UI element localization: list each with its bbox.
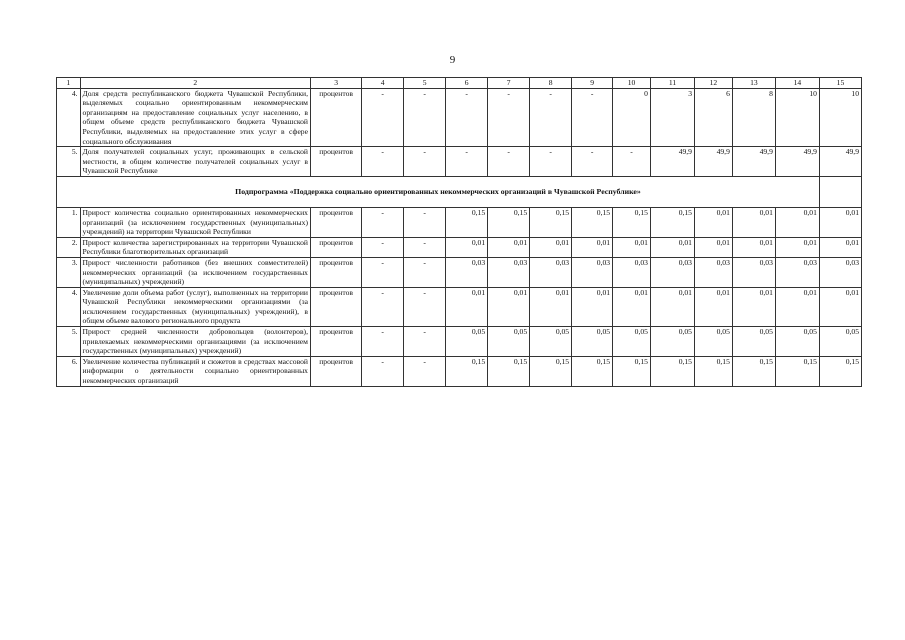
unit-of-measure: процентов <box>310 257 361 287</box>
indicator-value: - <box>404 287 446 326</box>
indicator-value: 0,05 <box>650 327 694 357</box>
indicator-value: 0,01 <box>530 287 572 326</box>
indicator-value: 0,01 <box>650 287 694 326</box>
indicator-value: - <box>530 147 572 177</box>
indicator-value: 0,15 <box>446 356 488 386</box>
indicator-value: 0,15 <box>530 207 572 237</box>
indicator-value: - <box>488 88 530 147</box>
unit-of-measure: процентов <box>310 88 361 147</box>
indicator-value: 0,01 <box>732 237 775 257</box>
indicator-value: 0,01 <box>613 287 651 326</box>
indicator-value: - <box>404 237 446 257</box>
subprogram-blank-cell <box>819 176 861 207</box>
indicator-value: 0,05 <box>530 327 572 357</box>
row-number: 5. <box>57 147 81 177</box>
indicator-value: 0,01 <box>613 237 651 257</box>
indicator-value: - <box>488 147 530 177</box>
indicator-value: - <box>362 147 404 177</box>
indicator-value: - <box>446 88 488 147</box>
row-number: 6. <box>57 356 81 386</box>
column-number: 10 <box>613 78 651 89</box>
indicator-value: 0,15 <box>650 356 694 386</box>
column-number: 8 <box>530 78 572 89</box>
indicator-value: - <box>404 327 446 357</box>
indicator-value: 0,01 <box>694 287 732 326</box>
column-number: 7 <box>488 78 530 89</box>
indicator-value: 0,15 <box>613 356 651 386</box>
column-number: 2 <box>80 78 310 89</box>
row-number: 1. <box>57 207 81 237</box>
indicator-value: - <box>572 147 613 177</box>
column-number: 1 <box>57 78 81 89</box>
indicator-row <box>57 287 862 326</box>
indicator-description: Прирост численности работников (без внешних совместителей) некоммерческих организаций (за исключением государственных (муниципальных) учреждений) <box>80 257 310 287</box>
row-number: 4. <box>57 88 81 147</box>
indicator-value: - <box>362 257 404 287</box>
indicator-value: 0,15 <box>732 356 775 386</box>
indicator-value: 0,03 <box>613 257 651 287</box>
indicator-value: 49,9 <box>819 147 861 177</box>
indicator-value: 8 <box>732 88 775 147</box>
indicator-value: 0,01 <box>732 287 775 326</box>
column-number: 4 <box>362 78 404 89</box>
indicator-value: 0,15 <box>488 356 530 386</box>
indicator-value: 6 <box>694 88 732 147</box>
indicator-value: - <box>362 356 404 386</box>
indicator-value: - <box>362 327 404 357</box>
indicator-value: - <box>362 88 404 147</box>
indicator-value: - <box>362 287 404 326</box>
indicator-value: - <box>404 207 446 237</box>
indicator-value: - <box>362 207 404 237</box>
indicator-row <box>57 147 862 177</box>
indicator-row <box>57 327 862 357</box>
indicator-row <box>57 88 862 147</box>
indicator-value: 0,01 <box>732 207 775 237</box>
column-number: 13 <box>732 78 775 89</box>
indicator-value: - <box>404 257 446 287</box>
subprogram-row <box>57 176 862 207</box>
indicator-value: 0,03 <box>732 257 775 287</box>
indicator-value: 0,03 <box>530 257 572 287</box>
unit-of-measure: процентов <box>310 327 361 357</box>
indicator-value: 0,15 <box>572 207 613 237</box>
unit-of-measure: процентов <box>310 356 361 386</box>
column-number: 14 <box>775 78 819 89</box>
indicator-value: 0,03 <box>694 257 732 287</box>
indicator-value: 0,15 <box>572 356 613 386</box>
column-number: 15 <box>819 78 861 89</box>
indicator-row <box>57 207 862 237</box>
indicator-value: 10 <box>819 88 861 147</box>
indicator-value: - <box>404 88 446 147</box>
indicator-description: Доля средств республиканского бюджета Чувашской Республики, выделяемых социально ориентированным некоммерческим организациям на предоставление социальных услуг населению, в общем объеме средств республиканского бюджета Чувашской Республики, выделяемых на предоставление этих услуг в сфере социального обслуживания <box>80 88 310 147</box>
column-number: 9 <box>572 78 613 89</box>
indicator-description: Прирост средней численности добровольцев (волонтеров), привлекаемых некоммерческими организациями (за исключением государственных (муниципальных) учреждений) <box>80 327 310 357</box>
indicator-row <box>57 257 862 287</box>
indicator-description: Увеличение доли объема работ (услуг), выполненных на территории Чувашской Республики некоммерческими организациями (за исключением государственных (муниципальных) учреждений), в общем объеме валового регионального продукта <box>80 287 310 326</box>
indicator-value: 0,01 <box>694 207 732 237</box>
indicator-value: 0,05 <box>775 327 819 357</box>
indicator-value: 0,01 <box>775 207 819 237</box>
indicator-value: 49,9 <box>775 147 819 177</box>
column-number: 12 <box>694 78 732 89</box>
unit-of-measure: процентов <box>310 237 361 257</box>
indicator-value: 0,01 <box>819 287 861 326</box>
indicator-value: 0,05 <box>572 327 613 357</box>
indicator-description: Прирост количества социально ориентированных некоммерческих организаций (за исключением государственных (муниципальных) учреждений) на территории Чувашской Республики <box>80 207 310 237</box>
indicator-value: 0,15 <box>446 207 488 237</box>
indicator-value: 0,15 <box>530 356 572 386</box>
indicator-value: 10 <box>775 88 819 147</box>
indicator-value: 49,9 <box>650 147 694 177</box>
indicator-value: 0,05 <box>694 327 732 357</box>
indicator-value: - <box>404 356 446 386</box>
indicator-value: - <box>572 88 613 147</box>
indicator-value: 0,15 <box>650 207 694 237</box>
indicator-value: 0,03 <box>488 257 530 287</box>
column-number: 3 <box>310 78 361 89</box>
indicator-value: 0,01 <box>775 287 819 326</box>
indicator-value: 3 <box>650 88 694 147</box>
indicator-value: 0,05 <box>446 327 488 357</box>
page-number: 9 <box>449 54 456 66</box>
indicator-value: - <box>446 147 488 177</box>
unit-of-measure: процентов <box>310 287 361 326</box>
indicator-value: 0,15 <box>819 356 861 386</box>
indicator-value: 0,01 <box>819 207 861 237</box>
indicator-value: 0,15 <box>775 356 819 386</box>
indicator-value: 0,03 <box>819 257 861 287</box>
indicator-value: 0,03 <box>775 257 819 287</box>
column-number: 5 <box>404 78 446 89</box>
subprogram-title: Подпрограмма «Поддержка социально ориентированных некоммерческих организаций в Чувашской Республике» <box>57 176 820 207</box>
indicator-value: 0,05 <box>819 327 861 357</box>
row-number: 5. <box>57 327 81 357</box>
row-number: 2. <box>57 237 81 257</box>
indicator-value: 0,15 <box>488 207 530 237</box>
indicator-value: - <box>362 237 404 257</box>
indicator-value: 0,03 <box>650 257 694 287</box>
column-number: 6 <box>446 78 488 89</box>
indicator-row <box>57 356 862 386</box>
indicator-description: Доля получателей социальных услуг, проживающих в сельской местности, в общем количестве получателей социальных услуг в Чувашской Республике <box>80 147 310 177</box>
indicator-value: 0,01 <box>488 237 530 257</box>
indicator-value: - <box>530 88 572 147</box>
unit-of-measure: процентов <box>310 147 361 177</box>
row-number: 4. <box>57 287 81 326</box>
unit-of-measure: процентов <box>310 207 361 237</box>
indicator-value: 0,15 <box>613 207 651 237</box>
indicator-value: 0,01 <box>572 237 613 257</box>
indicator-value: 0,03 <box>572 257 613 287</box>
indicator-value: - <box>613 147 651 177</box>
indicator-value: 0,05 <box>732 327 775 357</box>
indicator-value: 0 <box>613 88 651 147</box>
indicator-value: 0,05 <box>488 327 530 357</box>
indicator-value: 49,9 <box>732 147 775 177</box>
indicator-value: 0,01 <box>775 237 819 257</box>
indicator-description: Увеличение количества публикаций и сюжетов в средствах массовой информации о деятельности социально ориентированных некоммерческих организаций <box>80 356 310 386</box>
indicator-value: 0,03 <box>446 257 488 287</box>
column-number: 11 <box>650 78 694 89</box>
indicator-value: 0,05 <box>613 327 651 357</box>
indicator-value: 0,01 <box>572 287 613 326</box>
row-number: 3. <box>57 257 81 287</box>
indicator-value: 0,01 <box>446 237 488 257</box>
indicator-value: 0,01 <box>446 287 488 326</box>
indicator-row <box>57 237 862 257</box>
indicator-value: 0,01 <box>488 287 530 326</box>
indicator-value: 0,15 <box>694 356 732 386</box>
indicator-value: 49,9 <box>694 147 732 177</box>
indicator-description: Прирост количества зарегистрированных на территории Чувашской Республики благотворительных организаций <box>80 237 310 257</box>
indicator-value: 0,01 <box>694 237 732 257</box>
indicator-value: 0,01 <box>819 237 861 257</box>
indicator-value: 0,01 <box>530 237 572 257</box>
column-numbers-row <box>57 78 862 89</box>
indicator-value: 0,01 <box>650 237 694 257</box>
indicators-table <box>56 77 862 387</box>
indicator-value: - <box>404 147 446 177</box>
